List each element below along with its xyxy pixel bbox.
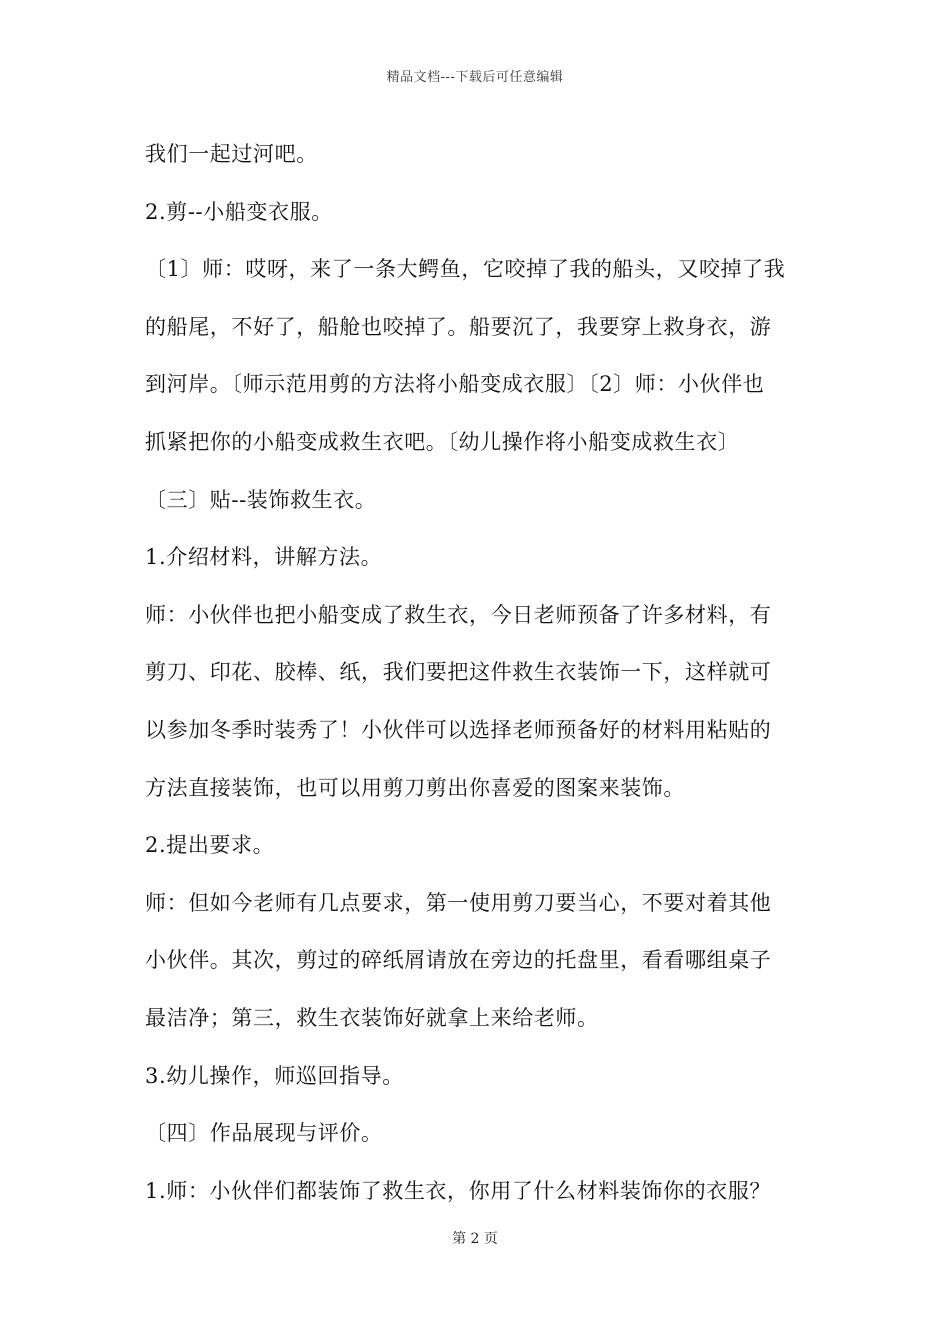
body-line: 剪刀、印花、胶棒、纸，我们要把这件救生衣装饰一下，这样就可 bbox=[145, 660, 772, 685]
body-line: 最洁净；第三，救生衣装饰好就拿上来给老师。 bbox=[145, 1005, 599, 1030]
body-line: 以参加冬季时装秀了！小伙伴可以选择老师预备好的材料用粘贴的 bbox=[145, 717, 772, 742]
body-line: 方法直接装饰，也可以用剪刀剪出你喜爱的图案来装饰。 bbox=[145, 775, 685, 800]
body-line: 1.介绍材料，讲解方法。 bbox=[145, 545, 383, 570]
body-line: 抓紧把你的小船变成救生衣吧。〔幼儿操作将小船变成救生衣〕 bbox=[145, 429, 740, 454]
body-line: 师：小伙伴也把小船变成了救生衣，今日老师预备了许多材料，有 bbox=[145, 602, 772, 627]
body-line: 师：但如今老师有几点要求，第一使用剪刀要当心，不要对着其他 bbox=[145, 890, 772, 915]
body-line: 〔四〕作品展现与评价。 bbox=[145, 1121, 383, 1146]
body-line: 〔1〕师：哎呀，来了一条大鳄鱼，它咬掉了我的船头，又咬掉了我 bbox=[145, 257, 786, 282]
body-line: 我们一起过河吧。 bbox=[145, 142, 318, 166]
page-header: 精品文档---下载后可任意编辑 bbox=[386, 70, 564, 85]
body-line: 〔三〕贴--装饰救生衣。 bbox=[145, 487, 377, 512]
body-line: 到河岸。〔师示范用剪的方法将小船变成衣服〕〔2〕师：小伙伴也 bbox=[145, 372, 765, 397]
body-line: 2.剪--小船变衣服。 bbox=[145, 199, 333, 224]
body-line: 3.幼儿操作，师巡回指导。 bbox=[145, 1063, 404, 1088]
body-line: 2.提出要求。 bbox=[145, 833, 275, 858]
body-line: 的船尾，不好了，船舱也咬掉了。船要沉了，我要穿上救身衣，游 bbox=[145, 314, 772, 339]
document-body bbox=[145, 134, 809, 1228]
body-line: 1.师：小伙伴们都装饰了救生衣，你用了什么材料装饰你的衣服？ bbox=[145, 1178, 772, 1203]
body-line: 小伙伴。其次，剪过的碎纸屑请放在旁边的托盘里，看看哪组桌子 bbox=[145, 948, 772, 973]
page-number: 第 2 页 bbox=[452, 1231, 498, 1247]
